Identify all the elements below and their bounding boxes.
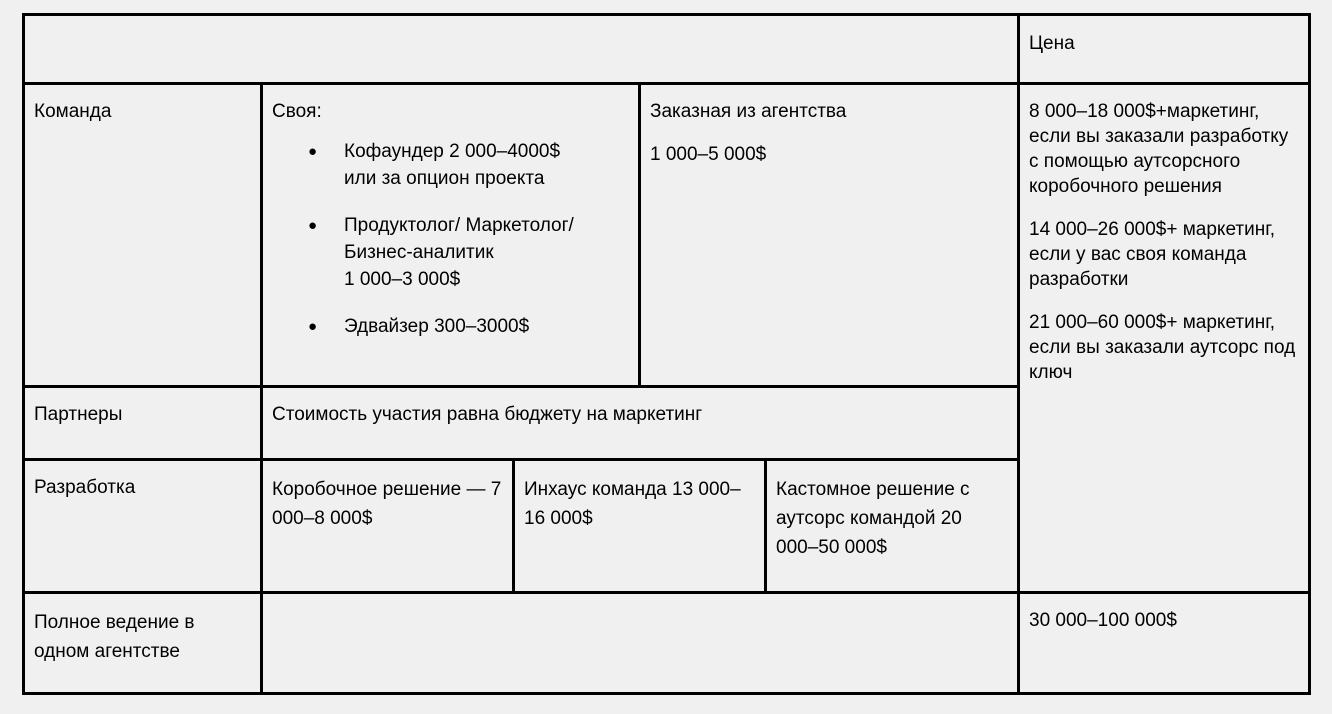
agency-team-title: Заказная из агентства [650, 101, 847, 122]
full-price-cell [1017, 591, 1311, 695]
bullet-icon: ● [308, 217, 318, 234]
development-label: Разработка [34, 477, 136, 498]
list-item-line: Бизнес-аналитик [344, 242, 494, 263]
header-empty-cell [22, 13, 1020, 85]
full-service-price: 30 000–100 000$ [1029, 610, 1177, 631]
dev-inhouse-text: Инхаус команда 13 000–16 000$ [524, 479, 741, 529]
full-label-cell [22, 591, 263, 695]
own-team-list [272, 138, 629, 340]
partners-label: Партнеры [34, 404, 123, 425]
dev-custom-cell [764, 458, 1020, 594]
team-label-cell [22, 82, 263, 388]
dev-custom-text: Кастомное решение с аутсорс командой 20 000–50 000$ [776, 479, 970, 558]
full-middle-cell [260, 591, 1020, 695]
bullet-icon: ● [308, 143, 318, 160]
list-item-line: Кофаундер 2 000–4000$ [344, 141, 561, 162]
price-option-inhouse: 14 000–26 000$+ маркетинг, если у вас своя команда разработки [1029, 219, 1276, 290]
partners-label-cell [22, 385, 263, 461]
price-main-cell [1017, 82, 1311, 594]
list-item-line: или за опцион проекта [344, 168, 545, 189]
team-agency-cell [638, 82, 1020, 388]
agency-team-price: 1 000–5 000$ [650, 144, 767, 165]
price-option-boxed: 8 000–18 000$+маркетинг, если вы заказали разработку с помощью аутсорсного коробочного решения [1029, 101, 1289, 197]
list-item [290, 313, 629, 340]
price-option-turnkey: 21 000–60 000$+ маркетинг, если вы заказали аутсорс под ключ [1029, 312, 1296, 383]
full-service-label: Полное ведение в одном агентстве [34, 612, 195, 662]
price-header-label: Цена [1029, 33, 1075, 54]
dev-boxed-text: Коробочное решение — 7 000–8 000$ [272, 479, 502, 529]
header-price-cell [1017, 13, 1311, 85]
pricing-table [22, 13, 1311, 695]
team-own-cell [260, 82, 641, 388]
team-label: Команда [34, 101, 112, 122]
own-team-title: Своя: [272, 101, 322, 122]
dev-label-cell [22, 458, 263, 594]
partners-text: Стоимость участия равна бюджету на маркетинг [272, 404, 703, 425]
dev-inhouse-cell [512, 458, 767, 594]
dev-boxed-cell [260, 458, 515, 594]
partners-text-cell [260, 385, 1020, 461]
list-item [290, 138, 629, 192]
list-item-line: Эдвайзер 300–3000$ [344, 316, 530, 337]
list-item [290, 212, 629, 293]
list-item-line: 1 000–3 000$ [344, 269, 461, 290]
list-item-line: Продуктолог/ Маркетолог/ [344, 215, 574, 236]
bullet-icon: ● [308, 318, 318, 335]
